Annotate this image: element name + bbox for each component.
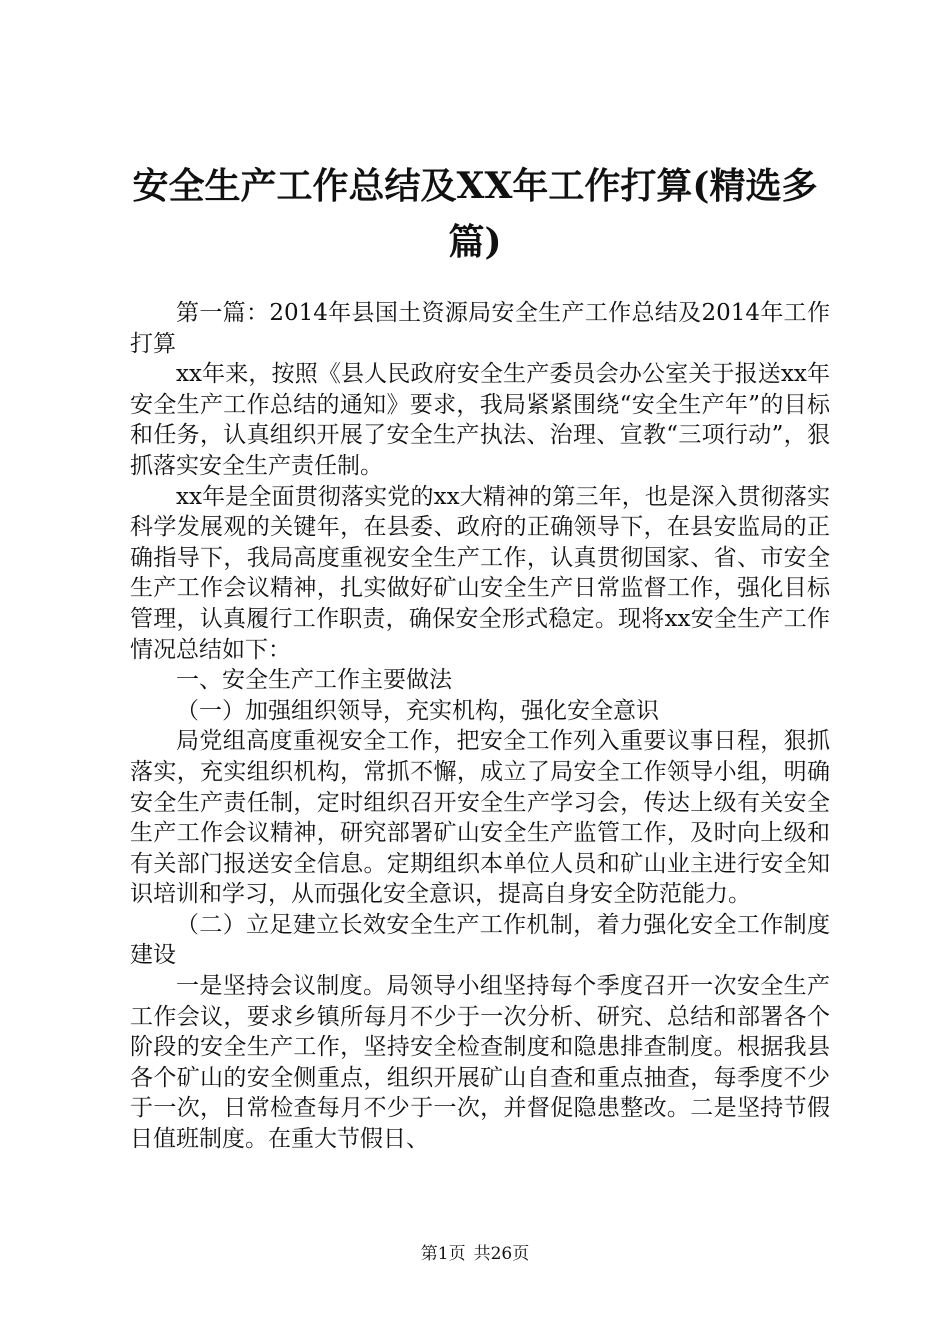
page-number: 第1页 bbox=[420, 1244, 466, 1264]
document-title: 安全生产工作总结及XX年工作打算(精选多篇) bbox=[132, 165, 818, 263]
body-paragraph: xx年来，按照《县人民政府安全生产委员会办公室关于报送xx年安全生产工作总结的通知》要求，我局紧紧围绕“安全生产年”的目标和任务，认真组织开展了安全生产执法、治理、宣教“三项行动”，狠抓落实安全生产责任制。 bbox=[130, 361, 830, 479]
document-body bbox=[130, 298, 830, 1155]
subsection-heading: （一）加强组织领导，充实机构，强化安全意识 bbox=[176, 697, 659, 724]
section-heading: 第一篇：2014年县国土资源局安全生产工作总结及2014年工作打算 bbox=[130, 300, 830, 357]
body-paragraph: 局党组高度重视安全工作，把安全工作列入重要议事日程，狠抓落实，充实组织机构，常抓不懈，成立了局安全工作领导小组，明确安全生产责任制，定时组织召开安全生产学习会，传达上级有关安全生产工作会议精神，研究部署矿山安全生产监管工作，及时向上级和有关部门报送安全信息。定期组织本单位人员和矿山业主进行安全知识培训和学习，从而强化安全意识，提高自身安全防范能力。 bbox=[130, 728, 830, 908]
body-paragraph: 一是坚持会议制度。局领导小组坚持每个季度召开一次安全生产工作会议，要求乡镇所每月不少于一次分析、研究、总结和部署各个阶段的安全生产工作，坚持安全检查制度和隐患排查制度。根据我县各个矿山的安全侧重点，组织开展矿山自查和重点抽查，每季度不少于一次，日常检查每月不少于一次，并督促隐患整改。二是坚持节假日值班制度。在重大节假日、 bbox=[130, 973, 830, 1153]
section-heading: 一、安全生产工作主要做法 bbox=[176, 667, 452, 694]
subsection-heading: （二）立足建立长效安全生产工作机制，着力强化安全工作制度建设 bbox=[130, 911, 830, 969]
page-total: 共26页 bbox=[473, 1244, 530, 1264]
page-footer bbox=[0, 1243, 950, 1265]
body-paragraph: xx年是全面贯彻落实党的xx大精神的第三年，也是深入贯彻落实科学发展观的关键年，在县委、政府的正确领导下，在县安监局的正确指导下，我局高度重视安全生产工作，认真贯彻国家、省、市安全生产工作会议精神，扎实做好矿山安全生产日常监督工作，强化目标管理，认真履行工作职责，确保安全形式稳定。现将xx安全生产工作情况总结如下： bbox=[130, 483, 830, 663]
